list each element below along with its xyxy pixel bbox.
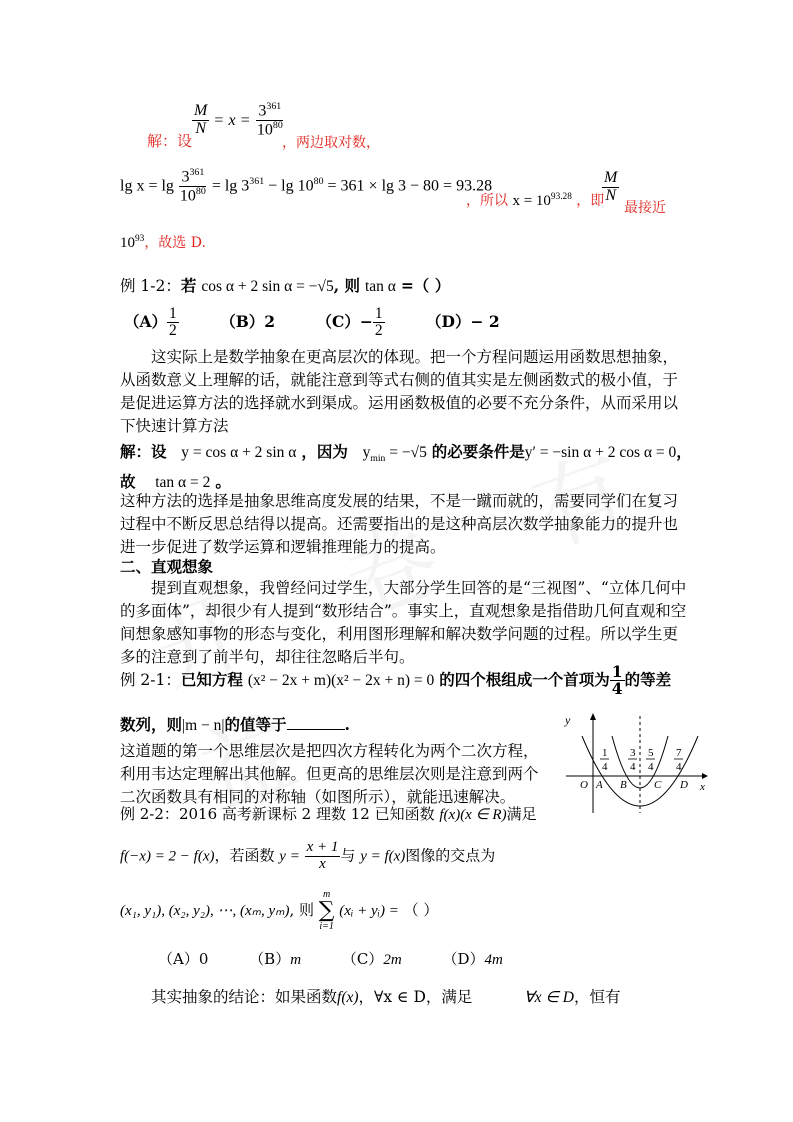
solution1-suffix: ，两边取对数， [282,135,380,151]
parabola-figure [560,708,710,818]
frac-1-num: 1 [602,747,608,759]
solution1-line1: 解：设 [147,132,193,150]
answer-blank [287,713,345,730]
option-22d: （D）4m [442,950,503,968]
example22-line3: (x₁, y₁), (x₂, y₂), ⋯, (xₘ, yₘ), 则 m ∑ i=1 (xᵢ + yᵢ) = （ ） [120,889,439,932]
point-b: B [620,779,627,791]
solution1-lg-line: lg x = lg $\frac{3^{361}}{10^{80}}$ = $\lg 3^{361} - \lg 10^{80} = 361 \times \lg 3 - 80 = 93.28$ [120,167,493,205]
solution1-closest: 最接近 [624,200,666,216]
option-22a: （A）0 [158,950,209,968]
frac-1-den: 4 [602,761,608,773]
example12-question: 例 1-2：若 cos α + 2 sin α = −√5, 则 tan α =（ ） [120,276,451,295]
frac-3-num: 5 [648,747,654,759]
sum-symbol: m ∑ i=1 [318,889,335,932]
option-a: （A） $\frac{1}{2}$ [124,305,177,340]
origin-label: O [580,779,588,791]
option-22b: （B）m [249,950,302,968]
paragraph-4: 这道题的第一个思维层次是把四次方程转化为两个二次方程，利用韦达定理解出其他解。但更高的思维层次则是注意到两个二次函数具有相同的对称轴（如图所示），就能迅速解决。 [120,742,539,806]
frac-2-den: 4 [630,761,636,773]
paragraph-5-end: ∀x ∈ D，恒有 [524,988,621,1006]
frac-4-num: 7 [676,747,682,759]
option-d: （D）− 2 [426,311,500,331]
example22-line2: f(−x) = 2 − f(x)，若函数 y = $\frac{x + 1}{x}$ 与 y = f(x)图像的交点为 [120,839,496,872]
example21-line1: 例 2-1：已知方程 (x² − 2x + m)(x² − 2x + n) = 0 的四个根组成一个首项为 $\frac{1}{4}$ 的等差 [120,662,672,699]
solution2-line: 解：设 y = cos α + 2 sin α ，因为 $y_{min} = -√5$ 的必要条件是y′ = −sin α + 2 cos α = 0， [120,442,692,465]
paragraph-1: 这实际上是数学抽象在更高层次的体现。把一个方程问题运用函数思想抽象，从函数意义上理解的话，就能注意到等式右侧的值其实是左侧函数式的极小值，于是促进运算方法的选择就水到渠成。运用函数极值的必要不充分条件，从而采用以下快速计算方法 [120,348,679,435]
paragraph-5: 其实抽象的结论：如果函数f(x)，∀x ∈ D，满足 [151,988,473,1006]
solution1-answer: $10^{93}$，故选 D. [120,234,206,251]
paragraph-3: 提到直观想象，我曾经问过学生，大部分学生回答的是“三视图”、“立体几何中的多面体”，却很少有人提到“数形结合”。事实上，直观想象是指借助几何直观和空间想象感知事物的形态与变化，利用图形理解和解决数学问题的过程。所以学生更多的注意到了前半句，却往往忽略后半句。 [120,579,687,666]
example22-options [158,948,539,969]
solution1-equation: $\frac{M}{N}$ = x = $\frac{3^{361}}{10^{80}}$ [194,101,283,139]
point-a: A [596,779,603,791]
frac-2-num: 3 [630,747,636,759]
solution1-so: ，所以 $x = 10^{93.28}$ ，即 [466,192,605,209]
solution1-MN: $\frac{M}{N}$ [604,169,618,204]
frac-4-den: 4 [676,761,682,773]
example21-line2: 数列，则|m − n|的值等于 . [120,715,350,734]
option-c: （C）− $\frac{1}{2}$ [316,305,383,340]
frac-3-den: 4 [648,761,654,773]
x-axis-arrow [702,773,708,779]
solution2-result: 故 tan α = 2 。 [120,472,231,491]
example22-line1: 例 2-2：2016 高考新课标 2 理数 12 已知函数 f(x)(x ∈ R)满足 [120,805,537,823]
y-label: y [565,713,571,727]
paragraph-2: 这种方法的选择是抽象思维高度发展的结果，不是一蹴而就的，需要同学们在复习过程中不断反思总结得以提高。还需要指出的是这种高层次数学抽象能力的提升也进一步促进了数学运算和逻辑推理能力的提高。 [120,492,679,556]
section-2-title: 二、直观想象 [120,557,214,576]
option-b: （B）2 [220,311,276,331]
frac-labels [600,747,683,773]
y-axis-arrow [590,713,596,720]
point-c: C [654,779,662,791]
x-label: x [700,781,705,793]
point-d: D [680,779,688,791]
example12-options [124,306,536,340]
option-22c: （C）2m [341,950,402,968]
